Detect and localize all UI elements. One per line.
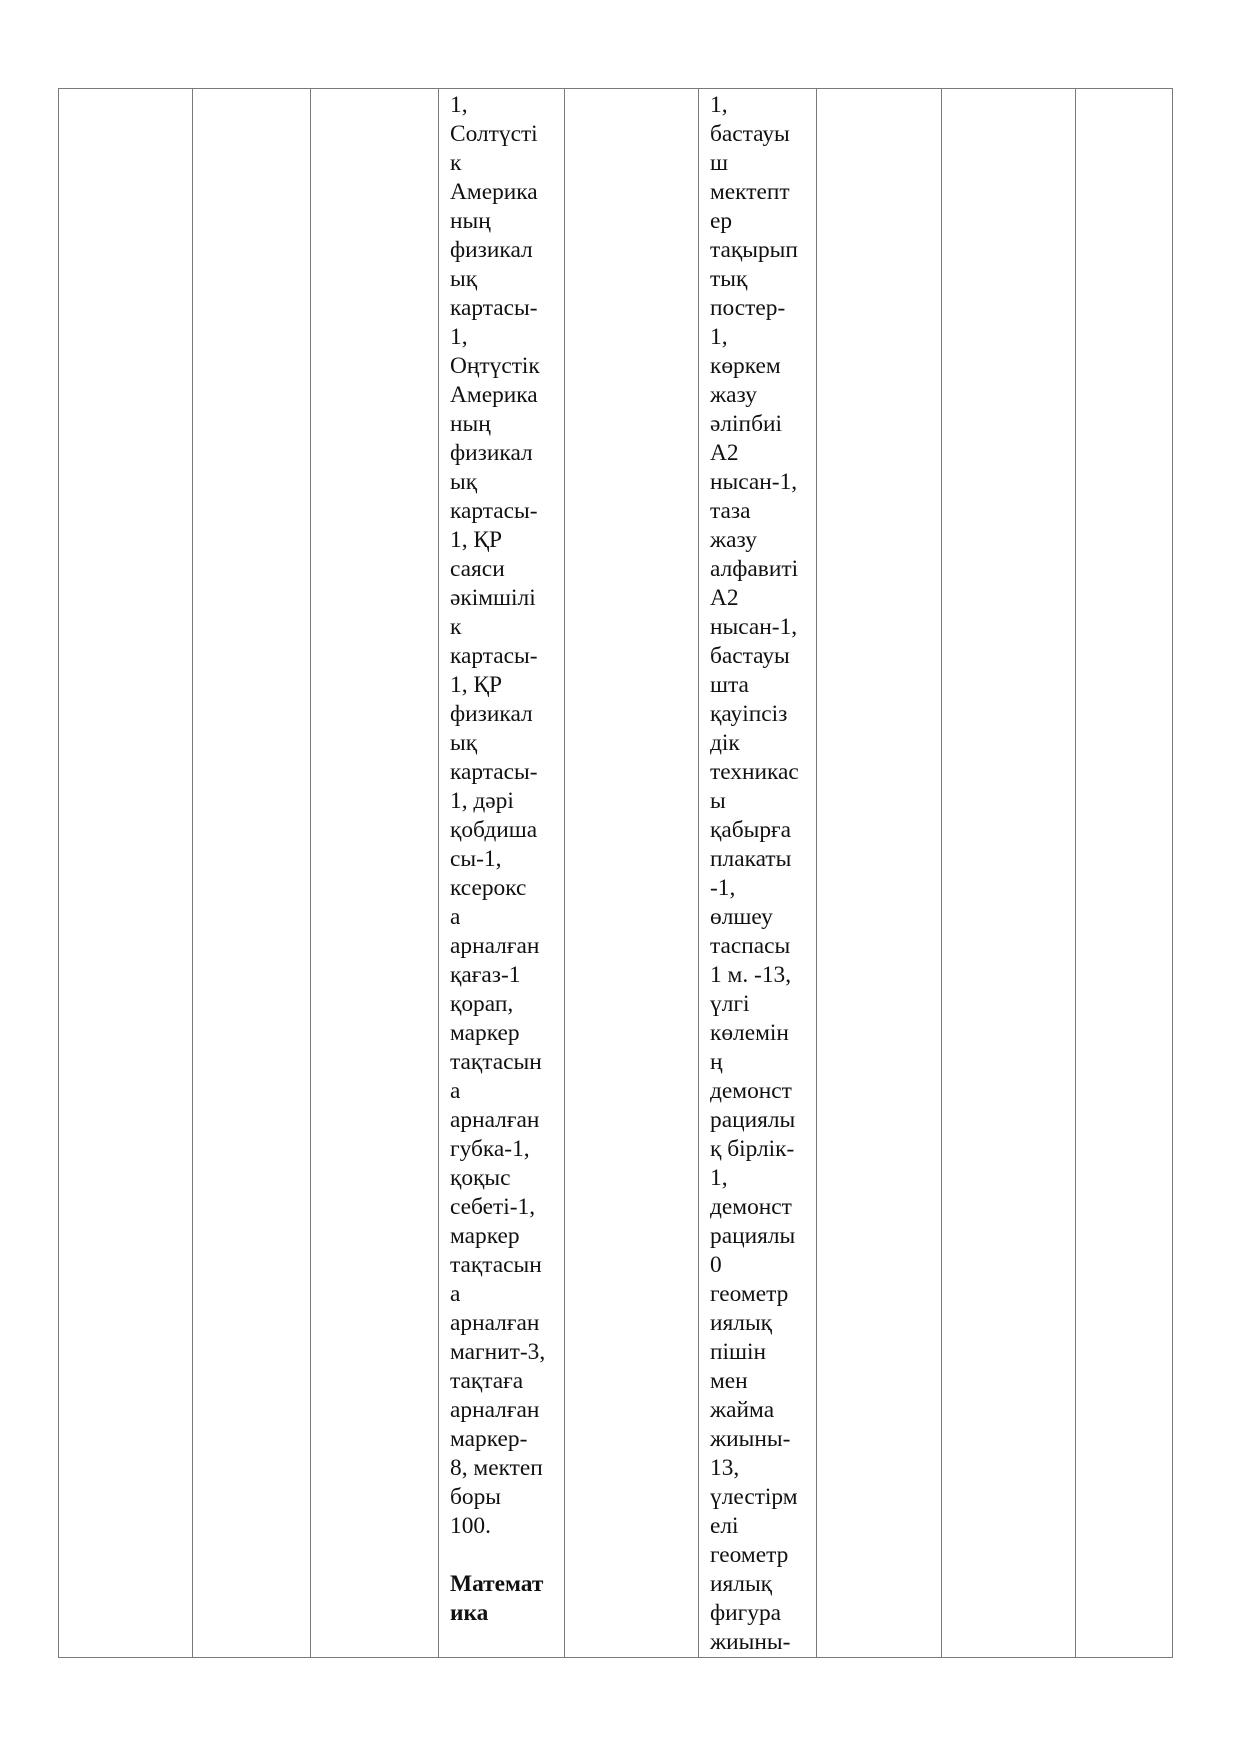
cell-text-line: А2 [710,440,739,466]
cell-text-line: а [450,904,461,930]
cell-text-line: көркем [710,353,781,379]
cell-text-line: арналған [450,1310,540,1336]
cell-text-line: тақырып [710,237,798,263]
cell-text-line: бастауы [710,121,790,147]
cell-text-line: 1, [450,92,468,118]
cell-text-line: тақтасын [450,1252,542,1278]
cell-text-line: геометр [710,1542,789,1568]
cell-text-line: жиыны- [710,1426,791,1452]
cell-text-line: губка-1, [450,1136,530,1162]
cell-text-line: рациялы [710,1223,796,1249]
cell-text-line: иялық [710,1310,773,1336]
cell-text-line: маркер- [450,1426,528,1452]
cell-text-line: жазу [710,527,757,553]
cell-text-line: 13, [710,1455,740,1481]
cell-text-line: қобдиша [450,817,538,843]
cell-text-line: геометр [710,1281,789,1307]
cell-text-line: плакаты [710,846,792,872]
cell-text-line: Америка [450,382,538,408]
cell-text-line: өлшеу [710,904,773,930]
cell-text-line: ық [450,730,478,756]
cell-text-line: -1, [710,875,736,901]
cell-text-line: қ бірлік- [710,1136,795,1162]
cell-text-line: мен [710,1368,748,1394]
cell-text-line: к [450,614,462,640]
cell-text-line: елі [710,1513,739,1539]
cell-text-line: әліпбиі [710,411,782,437]
cell-text-line: 1, [710,1165,728,1191]
cell-text-line: Америка [450,179,538,205]
cell-text-line: маркер [450,1020,520,1046]
cell-text-line: рациялы [710,1107,796,1133]
cell-text-line: таза [710,498,751,524]
cell-text-line: нысан-1, [710,614,798,640]
cell-text-line: маркер [450,1223,520,1249]
cell-text-line: тақтасын [450,1049,542,1075]
cell-text-line: магнит-3, [450,1339,546,1365]
cell-text-line: көлемін [710,1020,789,1046]
table-cell-1 [59,89,193,1658]
cell-text-line: 8, мектеп [450,1455,543,1481]
cell-text-line: 1, [710,92,728,118]
cell-text-line: арналған [450,1107,540,1133]
cell-text-line: дік [710,730,740,756]
table-cell-5 [565,89,699,1658]
cell-text-line: ксерокс [450,875,527,901]
cell-text-line: иялық [710,1571,773,1597]
cell-text-line: ның [450,411,491,437]
equipment-list-primary [699,89,816,1657]
cell-text-line: әкімшілі [450,585,536,611]
cell-text-line: 1 м. -13, [710,962,792,988]
cell-text-line: Солтүсті [450,121,538,147]
cell-text-line: физикал [450,237,533,263]
cell-text-line: тақтаға [450,1368,524,1394]
cell-text-line: 0 [710,1252,722,1278]
cell-text-line: картасы- [450,643,538,669]
cell-text-line: Оңтүстік [450,353,540,379]
cell-text-line: себеті-1, [450,1194,536,1220]
cell-text-line: картасы- [450,498,538,524]
cell-text-line: ика [450,1600,489,1626]
cell-text-line: шта [710,672,749,698]
cell-text-line: ң [710,1049,723,1075]
cell-text-line: 1, ҚР [450,672,503,698]
cell-text-line: қорап, [450,991,514,1017]
table-cell-9 [1076,89,1173,1658]
cell-text-line: қабырға [710,817,792,843]
cell-text-line: а [450,1281,461,1307]
cell-text-line: 100. [450,1513,491,1539]
cell-text-line: ық [450,469,478,495]
cell-text-line: үлгі [710,991,750,1017]
cell-text-line: алфавиті [710,556,799,582]
cell-text-line: техникас [710,759,799,785]
cell-text-line: фигура [710,1600,782,1626]
cell-text-line: арналған [450,1397,540,1423]
cell-text-line: 1, ҚР [450,527,503,553]
cell-text-line: ық [450,266,478,292]
cell-text-line: 1, дәрі [450,788,514,814]
cell-text-line: нысан-1, [710,469,798,495]
cell-text-line: 1, [450,324,468,350]
cell-text-line: 1, [710,324,728,350]
cell-text-line: Математ [450,1571,544,1597]
cell-text-line: картасы- [450,759,538,785]
cell-text-line: жиыны- [710,1629,791,1655]
cell-text-line: а [450,1078,461,1104]
cell-text-line: картасы- [450,295,538,321]
table-cell-3 [311,89,439,1658]
table-cell-8 [942,89,1076,1658]
cell-text-line: ның [450,208,491,234]
cell-text-line: таспасы [710,933,791,959]
table-cell-7 [817,89,942,1658]
cell-text-line: постер- [710,295,786,321]
cell-text-line: қағаз-1 [450,962,521,988]
table-cell-4 [439,89,565,1658]
table-cell-6 [699,89,817,1658]
cell-text-line: боры [450,1484,502,1510]
cell-text-line: А2 [710,585,739,611]
cell-text-line: демонст [710,1194,792,1220]
cell-text-line: пішін [710,1339,767,1365]
cell-text-line: физикал [450,440,533,466]
cell-text-line: жазу [710,382,757,408]
cell-text-line: ш [710,150,729,176]
cell-text-line: ы [710,788,726,814]
cell-text-line: жайма [710,1397,775,1423]
cell-text-line: мектепт [710,179,790,205]
cell-text-line: үлестірм [710,1484,798,1510]
cell-text-line: физикал [450,701,533,727]
cell-text-line: к [450,150,462,176]
cell-text-line: арналған [450,933,540,959]
cell-text-line: демонст [710,1078,792,1104]
table-row [59,89,1173,1658]
cell-text-line: тық [710,266,748,292]
cell-text-line: сы-1, [450,846,502,872]
cell-text-line: саяси [450,556,505,582]
cell-text-line: бастауы [710,643,790,669]
document-table [58,88,1173,1658]
cell-text-line: қоқыс [450,1165,511,1191]
equipment-list-geography [439,89,564,1628]
table-cell-2 [193,89,311,1658]
cell-text-line: қауіпсіз [710,701,788,727]
cell-text-line: ер [710,208,733,234]
cell-text-line [450,1541,564,1570]
